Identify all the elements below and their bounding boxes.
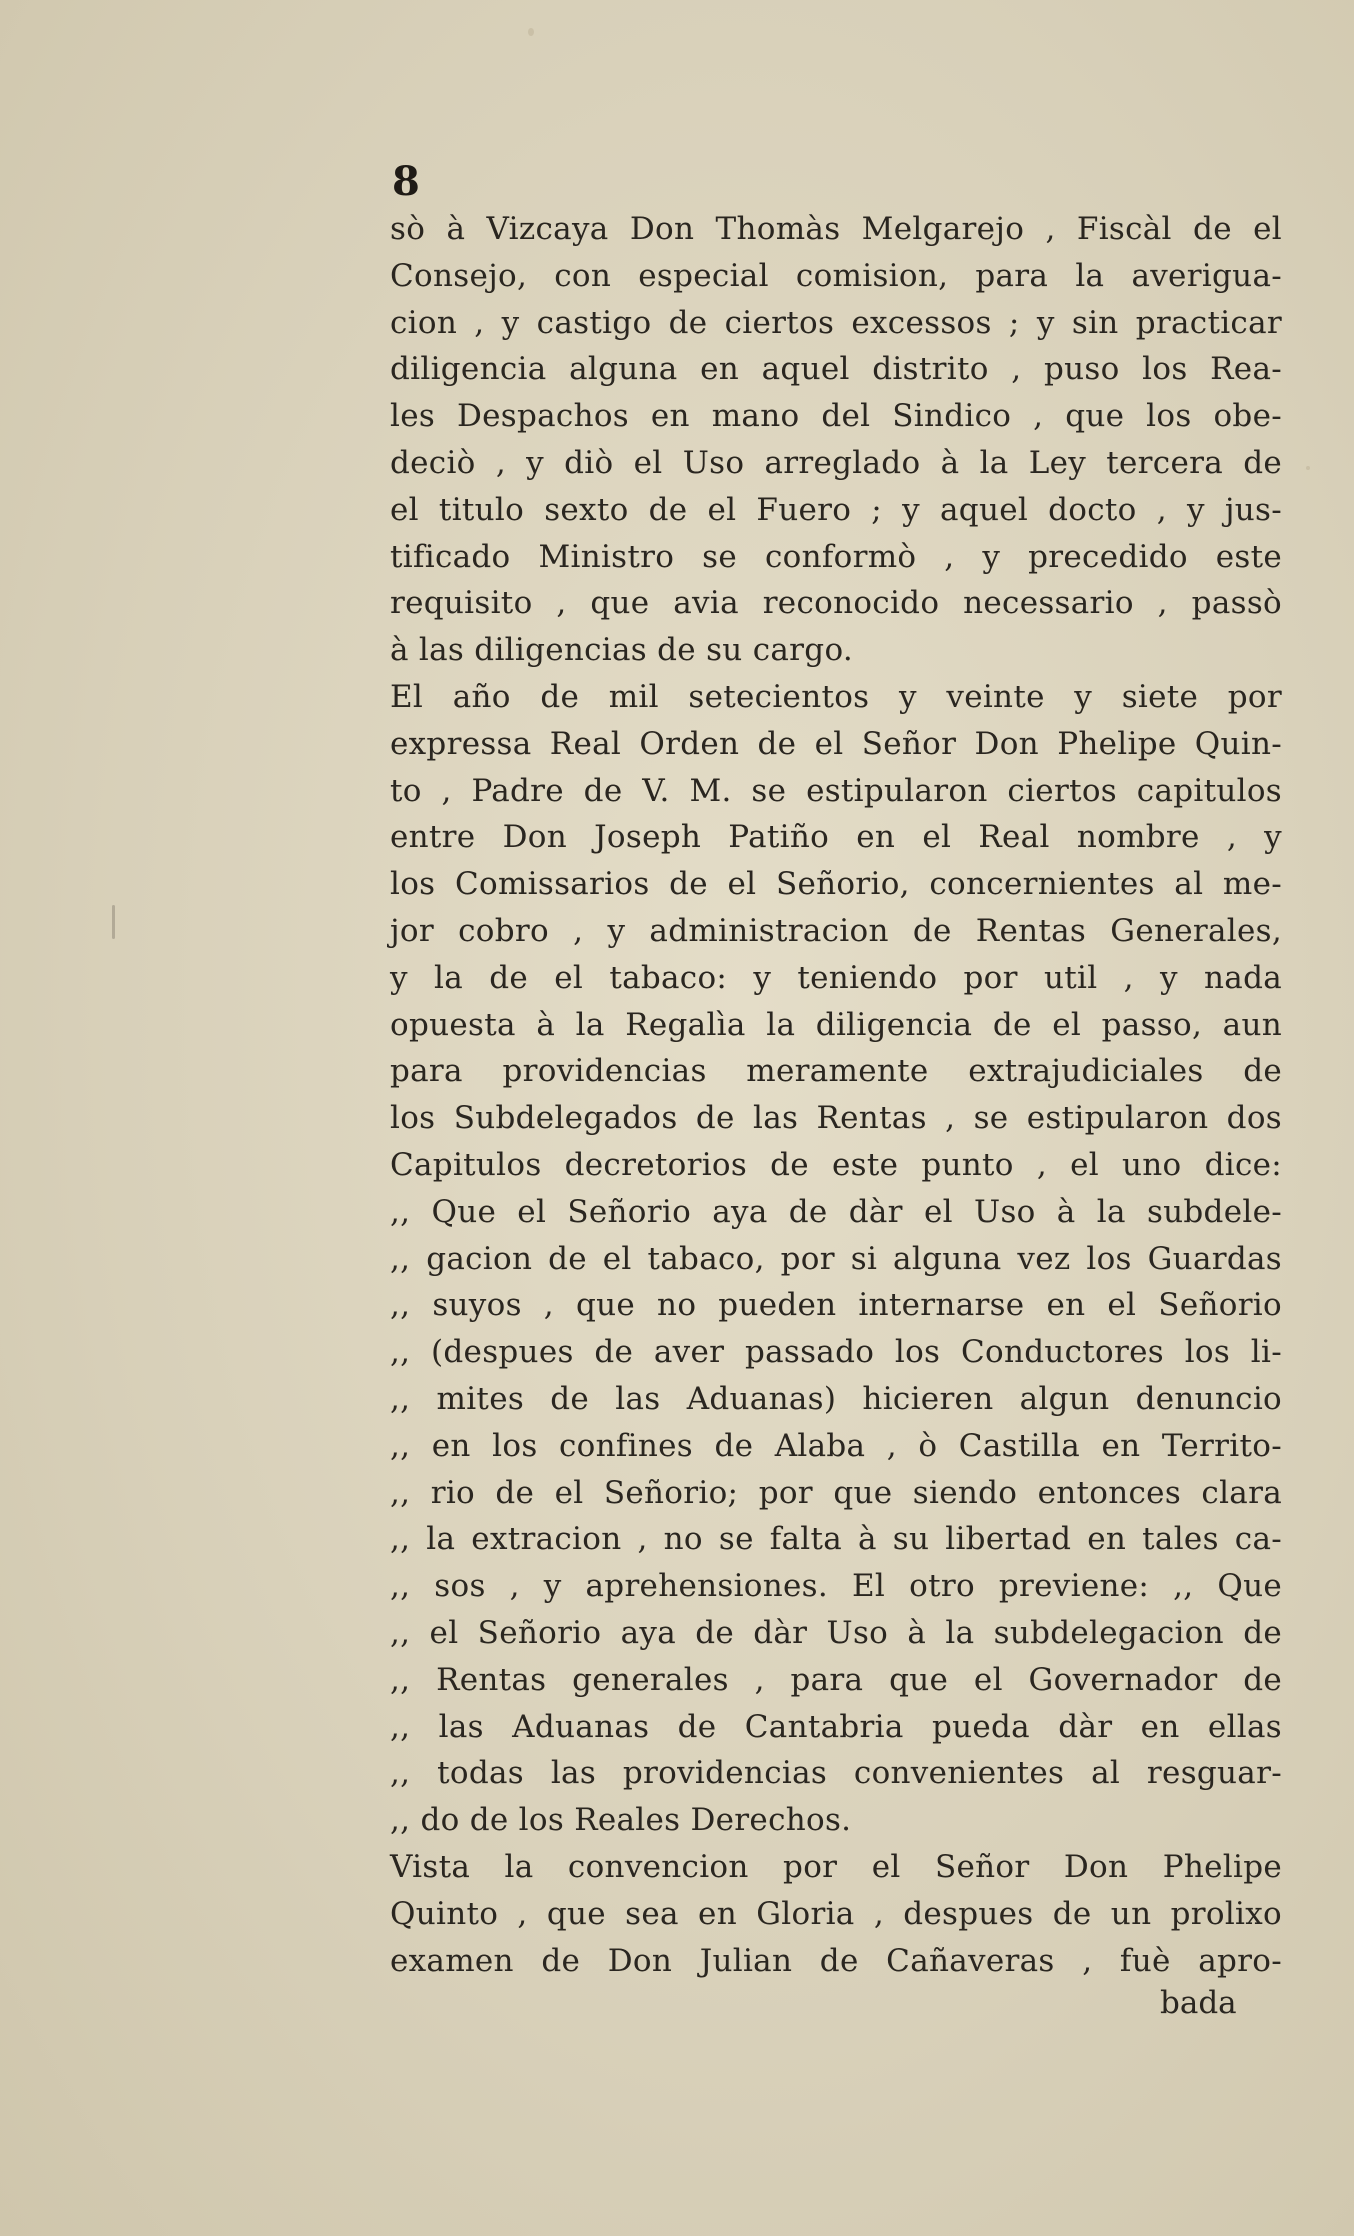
text-line: les Despachos en mano del Sindico , que los obe- [390,398,1282,435]
text-line: deciò , y diò el Uso arreglado à la Ley tercera de [390,445,1282,481]
text-line: y la de el tabaco: y teniendo por util , y nada [390,959,1282,996]
paper-stain [112,905,115,939]
text-line: los Subdelegados de las Rentas , se estipularon dos [390,1100,1282,1137]
text-line: entre Don Joseph Patiño en el Real nombre , y [390,819,1282,856]
text-line: ,, Rentas generales , para que el Governador de [390,1661,1282,1698]
text-line: expressa Real Orden de el Señor Don Phelipe Quin- [390,725,1282,762]
text-line: ,, sos , y aprehensiones. El otro previene: ,, Que [390,1568,1282,1605]
text-line: tificado Ministro se conformò , y precedido este [390,538,1282,575]
text-line: ,, (despues de aver passado los Conductores los li- [390,1334,1282,1371]
text-line: ,, rio de el Señorio; por que siendo entonces clara [390,1474,1282,1511]
text-line: Vista la convencion por el Señor Don Phelipe [390,1849,1282,1885]
text-line: to , Padre de V. M. se estipularon ciertos capitulos [390,772,1282,809]
text-line: ,, mites de las Aduanas) hicieren algun denuncio [390,1381,1282,1417]
text-line: à las diligencias de su cargo. [390,632,854,669]
text-line: opuesta à la Regalìa la diligencia de el passo, aun [390,1006,1282,1043]
text-line: ,, el Señorio aya de dàr Uso à la subdelegacion de [390,1615,1282,1651]
page-number: 8 [392,158,420,205]
text-line: ,, do de los Reales Derechos. [390,1802,852,1839]
paper-stain [1306,466,1310,470]
text-line: ,, Que el Señorio aya de dàr el Uso à la subdele- [390,1193,1282,1230]
text-line: ,, en los confines de Alaba , ò Castilla en Territo- [390,1427,1282,1464]
text-line: Quinto , que sea en Gloria , despues de un prolixo [390,1895,1282,1932]
text-line: ,, gacion de el tabaco, por si alguna vez los Guardas [390,1240,1282,1277]
text-line: jor cobro , y administracion de Rentas Generales, [390,913,1282,949]
text-line: el titulo sexto de el Fuero ; y aquel docto , y jus- [390,491,1282,528]
catchword: bada [1160,1985,1237,2021]
text-line: Capitulos decretorios de este punto , el uno dice: [390,1147,1282,1183]
text-line: para providencias meramente extrajudiciales de [390,1053,1282,1090]
text-line: examen de Don Julian de Cañaveras , fuè apro- [390,1942,1282,1979]
text-line: ,, las Aduanas de Cantabria pueda dàr en ellas [390,1708,1282,1745]
text-line: ,, la extracion , no se falta à su libertad en tales ca- [390,1521,1282,1558]
text-line: El año de mil setecientos y veinte y siete por [390,679,1282,715]
text-line: cion , y castigo de ciertos excessos ; y sin practicar [390,304,1282,341]
text-line: ,, suyos , que no pueden internarse en el Señorio [390,1287,1282,1324]
text-line: requisito , que avia reconocido necessario , passò [390,585,1282,622]
text-line: sò à Vizcaya Don Thomàs Melgarejo , Fiscàl de el [390,211,1282,247]
text-line: Consejo, con especial comision, para la averigua- [390,257,1282,294]
text-line: los Comissarios de el Señorio, concernientes al me- [390,866,1282,903]
paper-stain [528,28,534,36]
text-line: ,, todas las providencias convenientes al resguar- [390,1755,1282,1792]
text-line: diligencia alguna en aquel distrito , puso los Rea- [390,351,1282,388]
